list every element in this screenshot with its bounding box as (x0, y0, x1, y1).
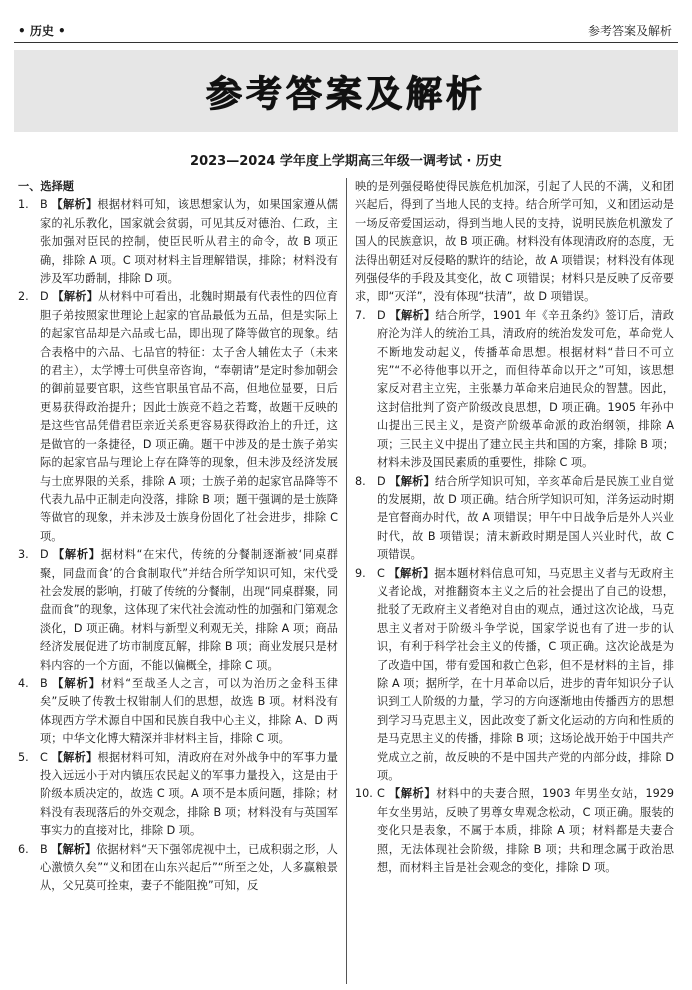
question-number: 8. (355, 474, 366, 488)
answer-body (377, 473, 674, 565)
answer-item (18, 749, 338, 841)
answer-body (40, 288, 338, 546)
analysis-tag: 【解析】 (389, 308, 436, 322)
answer-body (40, 841, 338, 896)
analysis-text: 据本题材料信息可知，马克思主义者与无政府主义者论战，对推翻资本主义之后的社会提出了自己的设想，批驳了无政府主义者绝对自由的观点，通过这次论战，马克思主义者对于阶级斗争学说，国家学说也有了进一步的认识，有利于科学社会主义的传播，C 项正确。这次论战是为了改造中国，带有爱国和救亡色彩，但不是材料的主旨，排除 A 项；据所学，在十月革命以后，进步的青年知识分子认识到工人阶级的力量，学习的方向逐渐地由传播西方的思想到学习马克思主义，因此改变了新文化运动的方向和性质的是马克思主义的传播，排除 B 项；这场论战开始于中国共产党成立之前，故反映的不是中国共产党的内部分歧，排除 D 项。 (377, 566, 674, 782)
answer-body (40, 196, 338, 288)
answer-item (18, 196, 338, 288)
left-column (14, 178, 346, 984)
analysis-tag: 【解析】 (388, 566, 435, 580)
banner-title: 参考答案及解析 (205, 73, 486, 115)
answer-letter: C (377, 787, 385, 801)
answer-columns (14, 178, 678, 984)
question-number: 9. (355, 566, 366, 580)
answer-body (40, 675, 338, 749)
analysis-text: 根据材料可知，清政府在对外战争中的军事力量投入远远小于对内镇压农民起义的军事力量投入，这是由于阶级本质决定的，故选 C 项。A 项不是本质问题，排除；材料没有表现落后的外交观念，排除 B 项；材料没有与英国军事实力的直接对比，排除 D 项。 (40, 750, 338, 838)
analysis-text: 材料中的夫妻合照，1903 年男坐女站，1929 年女坐男站，反映了男尊女卑观念松动，C 项正确。服装的变化只是表象，不属于本质，排除 A 项；材料都是夫妻合照，无法体现社会阶级，排除 B 项；共和理念属于政治思想，而材料主旨是社会观念的变化，排除 D 项。 (377, 787, 674, 875)
right-answer-list (355, 307, 674, 878)
answer-item (355, 307, 674, 473)
answer-item (18, 675, 338, 749)
answer-letter: D (40, 548, 49, 562)
analysis-text: 结合所学知识可知，辛亥革命后是民族工业自觉的发展期，故 D 项正确。结合所学知识可知，洋务运动时期是官督商办时代，故 A 项错误；甲午中日战争后是外人兴业时代，故 B 项错误；清末新政时期是国人兴业时代，故 C 项错误。 (377, 474, 674, 562)
answer-body (377, 307, 674, 473)
question-number: 1. (18, 198, 29, 212)
answer-item (355, 473, 674, 565)
analysis-text: 结合所学，1901 年《辛丑条约》签订后，清政府沦为洋人的统治工具，清政府的统治发发可危，革命党人不断地发动起义，传播革命思想。根据材料“昔曰不可立宪”“不必待他事以开之，而但待革命以开之”可知，该思想家反对君主立宪，主张暴力革命来启迪民众的智慧。因此，这封信批判了资产阶级改良思想，D 项正确。1905 年孙中山提出三民主义，是资产阶级革命派的政治纲领，排除 A 项；三民主义中提出了建立民主共和国的方案，排除 B 项；材料未涉及国民素质的重要性，排除 C 项。 (377, 308, 674, 470)
question-number: 3. (18, 548, 29, 562)
answer-item (18, 841, 338, 896)
header-divider (14, 42, 678, 43)
right-column (346, 178, 678, 984)
question-number: 5. (18, 750, 29, 764)
question-number: 4. (18, 676, 29, 690)
answer-item (355, 785, 674, 877)
question-number: 2. (18, 290, 29, 304)
analysis-tag: 【解析】 (52, 548, 101, 562)
answer-letter: B (40, 676, 48, 690)
answer-body (40, 749, 338, 841)
exam-title: 2023—2024 学年度上学期高三年级一调考试 · 历史 (190, 154, 502, 169)
analysis-tag: 【解析】 (389, 474, 435, 488)
analysis-text: 依据材料“天下强邻虎视中土，已成积弱之形，人心激愤久矣”“义和团在山东兴起后”“所至之处，人多赢粮景从，父兄莫可拴束，妻子不能阻挽”可知，反 (40, 842, 338, 893)
analysis-text: 从材料中可看出，北魏时期最有代表性的四位育胆子弟按照家世理论上起家的官品最低为五品，但是实际上的起家官品却是六品或七品，即出现了降等做官的现象。结合表格中的六品、七品官的特征：太子舍人辅佐太子（未来的君主），太学博士可供皇帝咨询，“奉朝请”是定时参加朝会的御前显要官职，这些官职虽官品不高，但地位显要，日后更易获得政治提升；因此士族竞不趋之若鹜，故题干反映的是这些官品凭借君臣亲近关系更容易获得政治上的升迁，这是做官的一条捷径，D 项正确。题干中涉及的是士族子弟实际的起家官品与理论上存在降等的现象，但未涉及经济发展与士庶界限的关系，排除 A 项；士族子弟的起家官品降等不代表九品中正制走向没落，排除 B 项；题干强调的是士族降等做官的现象，并未涉及士族身份固化了社会进步，排除 C 项。 (40, 290, 338, 543)
analysis-tag: 【解析】 (52, 676, 101, 690)
answer-item (18, 288, 338, 546)
answer-item (18, 546, 338, 675)
analysis-tag: 【解析】 (51, 198, 98, 212)
analysis-text: 根据材料可知，该思想家认为，如果国家遵从儒家的礼乐教化，国家就会贫弱，可见其反对德治、仁政，主张加强对臣民的控制，使臣民听从君主的命令，故 B 项正确，排除 A 项。C 项对材料主旨理解错误，排除；材料没有涉及军功爵制，排除 D 项。 (40, 198, 338, 286)
analysis-tag: 【解析】 (52, 290, 99, 304)
question-number: 10. (355, 787, 373, 801)
answer-letter: B (40, 842, 48, 856)
question-number: 7. (355, 308, 366, 322)
answer-letter: C (40, 750, 48, 764)
answer-body (377, 785, 674, 877)
answer-letter: B (40, 198, 48, 212)
continued-answer-text: 映的是列强侵略使得民族危机加深，引起了人民的不满，义和团兴起后，得到了当地人民的支持。结合所学可知，义和团运动是一场反帝爱国运动，得到当地人民的支持，说明民族危机激发了国人的民族意识，故 B 项正确。材料没有体现清政府的态度，无法得出朝廷对反侵略的默许的结论，故 A 项错误；材料没有体现列强侵华的手段及其变化，故 C 项错误；材料只是反映了反帝要求，即“灭洋”，没有体现“扶清”，故 D 项错误。 (355, 180, 674, 304)
section-heading: 一、选择题 (18, 180, 74, 193)
title-banner (14, 50, 678, 132)
left-answer-list (18, 196, 338, 895)
answer-letter: D (40, 290, 49, 304)
analysis-tag: 【解析】 (388, 787, 437, 801)
answer-item (355, 565, 674, 786)
question-number: 6. (18, 842, 29, 856)
subject-label: • 历史 • (18, 24, 66, 38)
answer-letter: D (377, 308, 386, 322)
analysis-text: 据材料“在宋代，传统的分餐制逐渐被‘同桌群聚，同盘而食’的合食制取代”并结合所学知识可知，宋代受社会发展的影响，打破了传统的分餐制，出现“同桌群聚，同盘而食”的现象，这体现了宋代社会流动性的加强和门第观念淡化，D 项正确。材料与新型义利观无关，排除 A 项；商品经济发展促进了坊市制度瓦解，排除 B 项；商业发展只是材料内容的一个方面，不能以偏概全，排除 C 项。 (40, 548, 338, 672)
answer-body (40, 546, 338, 675)
analysis-text: 材料“至哉圣人之言，可以为治历之金科玉律矣”反映了传教士权钳制人们的思想，故选 B 项。材料没有体现西方学术源自中国和民族自我中心主义，排除 A、D 两项；中华文化博大精深并非材料主旨，排除 C 项。 (40, 676, 338, 746)
answer-letter: D (377, 474, 386, 488)
section-label: 参考答案及解析 (587, 24, 672, 38)
answer-letter: C (377, 566, 385, 580)
analysis-tag: 【解析】 (51, 842, 97, 856)
answer-body (377, 565, 674, 786)
analysis-tag: 【解析】 (51, 750, 98, 764)
